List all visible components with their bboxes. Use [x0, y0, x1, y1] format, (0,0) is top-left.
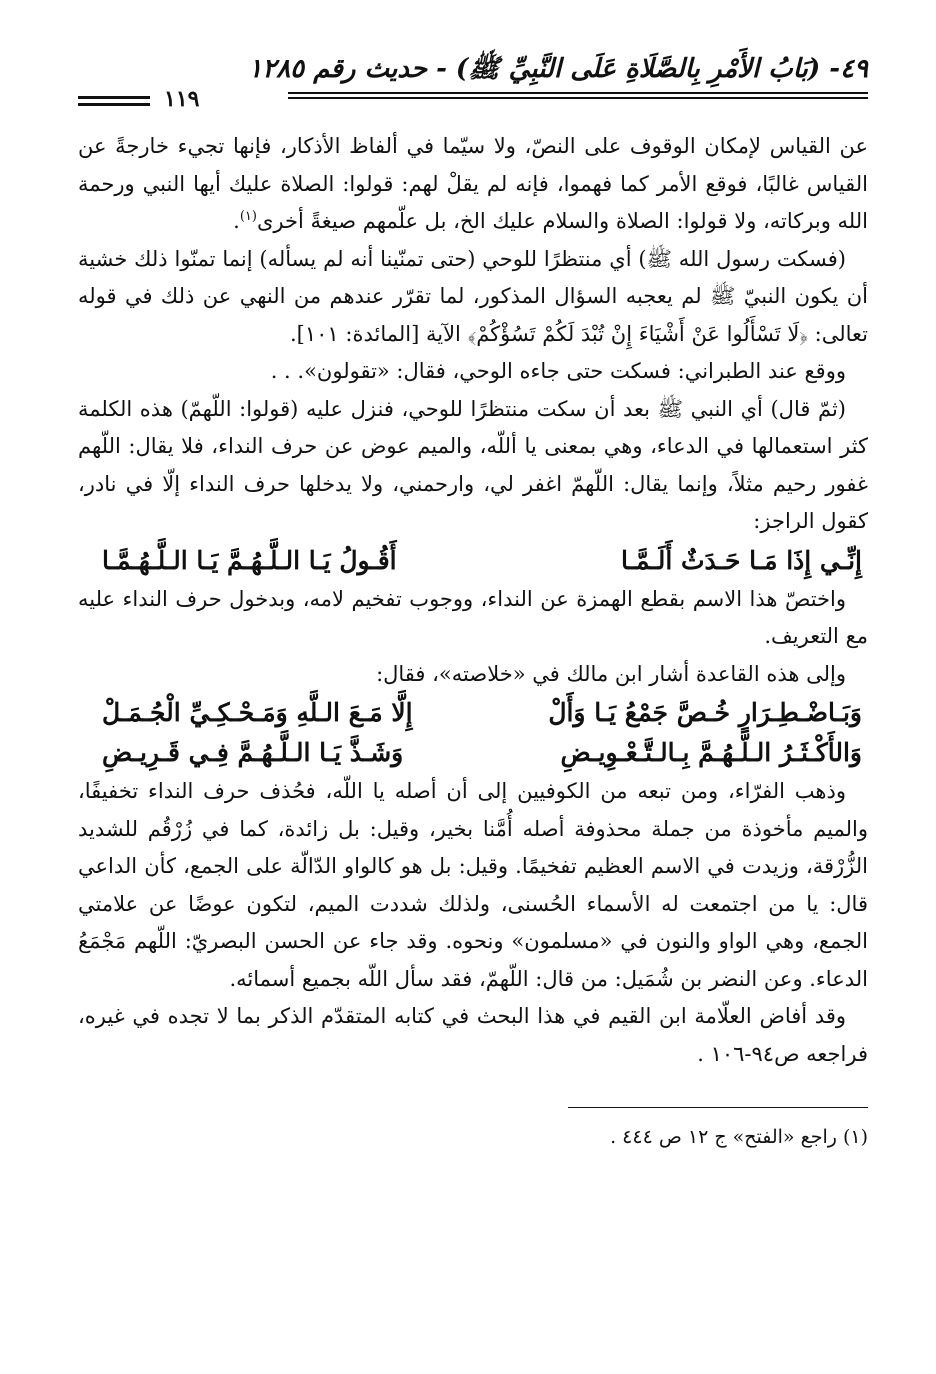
header-rule [78, 103, 150, 106]
paragraph: ووقع عند الطبراني: فسكت حتى جاءه الوحي، فقال: «تقولون». . . [270, 359, 846, 383]
poem-verse [78, 541, 868, 581]
verse-hemistich-second: وَشَـذَّ يَـا الـلَّـهُـمَّ فِـي قَـرِيـضِ [102, 738, 404, 767]
verse-hemistich-first: إِنِّـي إِذَا مَـا حَـدَثٌ أَلَـمَّـا [621, 545, 862, 575]
page-number: ١١٩ [156, 86, 207, 112]
header-rule [288, 92, 868, 94]
paragraph: وذهب الفرّاء، ومن تبعه من الكوفيين إلى أن أصله يا اللّه، فحُذف حرف النداء تخفيفًا، والميم مأخوذة من جملة محذوفة أصله أُمَّنا بخير، وقيل: بل زائدة، كما في زُرْقُم للشديد الزُّرْقة، وزيدت في الاسم العظيم تفخيمًا. وقيل: بل هو كالواو الدّالّة على الجمع، كأن الداعي قال: يا من اجتمعت له الأسماء الحُسنى، ولذلك شددت الميم، لتكون عوضًا عن علامتي الجمع، وهي الواو والنون في «مسلمون» ونحوه. وقد جاء عن الحسن البصريّ: اللّهم مَجْمَعُ الدعاء. وعن النضر بن شُمَيل: من قال: اللّهمّ، فقد سأل اللّه بجميع أسمائه. [78, 779, 868, 991]
paragraph: (فسكت رسول الله ﷺ) أي منتظرًا للوحي (حتى تمنّينا أنه لم يسأله) إنما تمنّوا ذلك خشية أن يكون النبيّ ﷺ لم يعجبه السؤال المذكور، لما تقرّر عندهم من النهي عن ذلك في قوله تعالى: ﴿لَا تَسْأَلُوا عَنْ أَشْيَاءَ إِنْ تُبْدَ لَكُمْ تَسُؤْكُمْ﴾ الآية [المائدة: ١٠١]. [78, 246, 868, 346]
header-rule [78, 96, 150, 99]
chapter-title: ٤٩- (بَابُ الأَمْرِ بِالصَّلَاةِ عَلَى النَّبِيِّ ﷺ) - حديث رقم ١٢٨٥ [248, 54, 868, 84]
page-header [78, 52, 868, 110]
verse-hemistich-first: وَالأَكْـثَـرُ الـلَّـهُـمَّ بِـالـتَّـعْـوِيـضِ [560, 738, 862, 767]
paragraph: (ثمّ قال) أي النبي ﷺ بعد أن سكت منتظرًا للوحي، فنزل عليه (قولوا: اللّهمّ) هذه الكلمة كثر استعمالها في الدعاء، وهي بمعنى يا أللّه، والميم عوض عن حرف النداء، فلا يقال: اللّهم غفور رحيم مثلاً، وإنما يقال: اللّهمّ اغفر لي، وارحمني، ولا يدخلها حرف النداء إلّا في نادر، كقول الراجز: [78, 396, 868, 533]
verse-hemistich-second: أَقُـولُ يَـا الـلَّـهُـمَّ يَـا الـلَّـهُـمَّـا [102, 545, 397, 575]
footnote: (١) راجع «الفتح» ج ١٢ ص ٤٤٤ . [610, 1126, 868, 1148]
verse-hemistich-first: وَبَـاضْـطِـرَارٍ خُـصَّ جَمْعُ يَـا وَأَلْ [548, 698, 862, 727]
verse-hemistich-second: إِلَّا مَـعَ الـلَّهِ وَمَـحْـكِـيِّ الْجُـمَـلْ [102, 698, 413, 727]
page [78, 52, 868, 1148]
poem-verse [78, 733, 868, 773]
footnote-separator [568, 1107, 868, 1108]
body-text [78, 128, 868, 1073]
paragraph: وإلى هذه القاعدة أشار ابن مالك في «خلاصته»، فقال: [376, 661, 846, 686]
footnote-ref: (١) [239, 209, 257, 224]
paragraph: وقد أفاض العلّامة ابن القيم في هذا البحث في كتابه المتقدّم الذكر بما لا تجده في غيره، فراجعه ص٩٤-١٠٦ . [78, 1004, 868, 1066]
paragraph: عن القياس لإمكان الوقوف على النصّ، ولا سيّما في ألفاظ الأذكار، فإنها تجيء خارجةً عن القياس غالبًا، فوقع الأمر كما فهموا، فإنه لم يقلْ لهم: قولوا: الصلاة عليك أيها النبي ورحمة الله وبركاته، ولا قولوا: الصلاة والسلام عليك الخ، بل علّمهم صيغةً أخرى$^{(١)}$. [78, 134, 868, 233]
header-rule [288, 97, 868, 99]
paragraph: واختصّ هذا الاسم بقطع الهمزة عن النداء، ووجوب تفخيم لامه، وبدخول حرف النداء عليه مع التعريف. [78, 586, 868, 648]
poem-verse [78, 693, 868, 733]
